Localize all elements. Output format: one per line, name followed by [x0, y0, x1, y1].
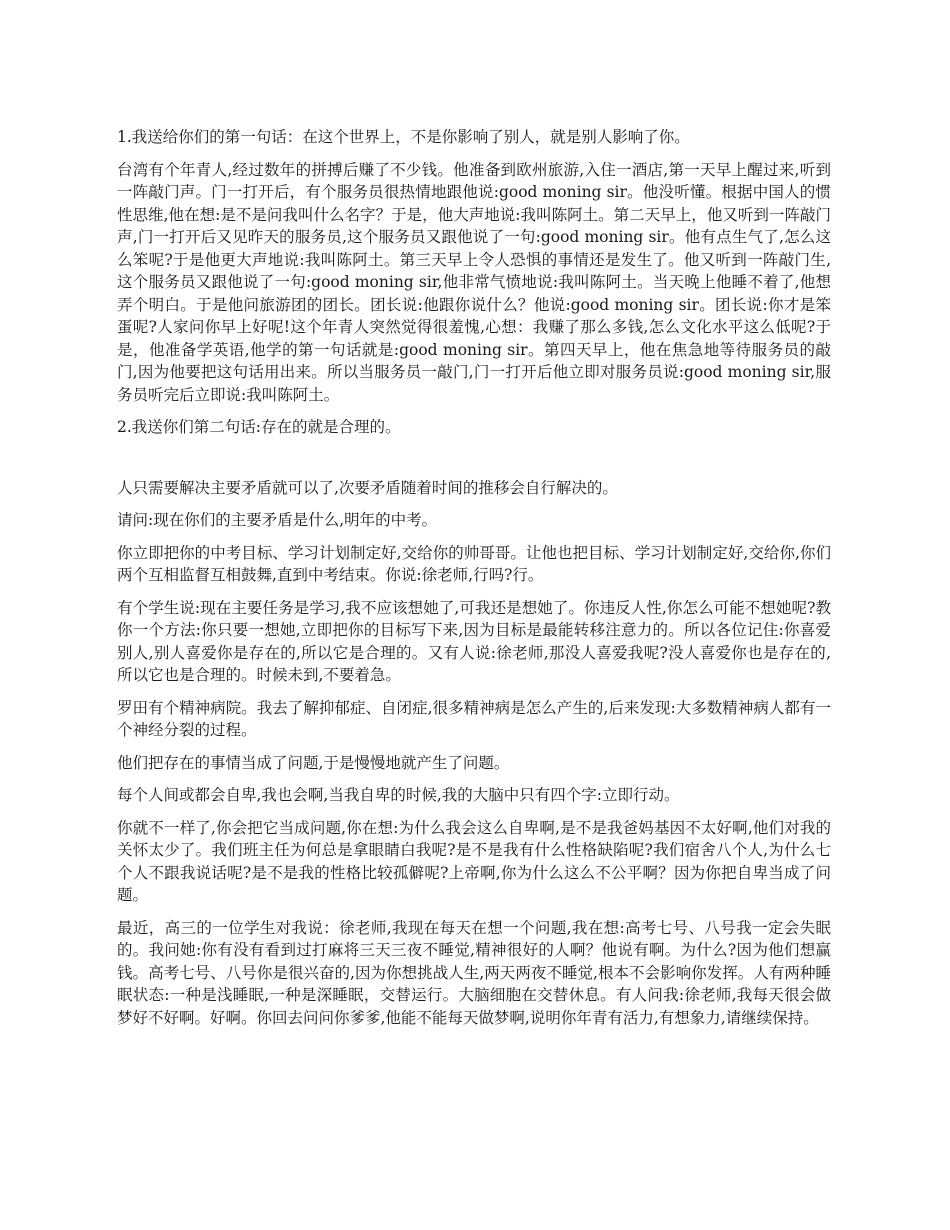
paragraph-plan: 你立即把你的中考目标、学习计划制定好,交给你的帅哥哥。让他也把目标、学习计划制定好,交给你,你们两个互相监督互相鼓舞,直到中考结束。你说:徐老师,行吗?行。 — [117, 543, 831, 584]
paragraph-question: 请问:现在你们的主要矛盾是什么,明年的中考。 — [117, 511, 438, 529]
section-gap — [117, 449, 831, 477]
paragraph-story: 台湾有个年青人,经过数年的拼搏后赚了不少钱。他准备到欧州旅游,入住一酒店,第一天早上醒过来,听到一阵敲门声。门一打开后，有个服务员很热情地跟他说:good moning sir。他没听懂。根据中国人的惯性思维,他在想:是不是问我叫什么名字？于是，他大声地说:我叫陈阿土。第二天早上，他又听到一阵敲门声,门一打开后又见昨天的服务员,这个服务员又跟他说了一句:good moning sir。他有点生气了,怎么这么笨呢?于是他更大声地说:我叫陈阿土。第三天早上令人恐惧的事情还是发生了。他又听到一阵敲门生,这个服务员又跟他说了一句:good moning sir,他非常气愤地说:我叫陈阿土。当天晚上他睡不着了,他想弄个明白。于是他问旅游团的团长。团长说:他跟你说什么？他说:good moning sir。团长说:你才是笨蛋呢?人家问你早上好呢!这个年青人突然觉得很羞愧,心想：我赚了那么多钱,怎么文化水平这么低呢?于是，他准备学英语,他学的第一句话就是:good moning sir。第四天早上，他在焦急地等待服务员的敲门,因为他要把这句话用出来。所以当服务员一敲门,门一打开后他立即对服务员说:good moning sir,服务员听完后立即说:我叫陈阿土。 — [117, 160, 831, 404]
paragraph-hospital: 罗田有个精神病院。我去了解抑郁症、自闭症,很多精神病是怎么产生的,后来发现:大多数精神病人都有一个神经分裂的过程。 — [117, 698, 831, 739]
paragraph-inferiority: 每个人间或都会自卑,我也会啊,当我自卑的时候,我的大脑中只有四个字:立即行动。 — [117, 786, 680, 804]
paragraph-main-contradiction: 人只需要解决主要矛盾就可以了,次要矛盾随着时间的推移会自行解决的。 — [117, 478, 618, 497]
paragraph-different: 你就不一样了,你会把它当成问题,你在想:为什么我会这么自卑啊,是不是我爸妈基因不太好啊,他们对我的关怀太少了。我们班主任为何总是拿眼睛白我呢?是不是我有什么性格缺陷呢?我们宿舍八个人,为什么七个人不跟我说话呢?是不是我的性格比较孤僻呢?上帝啊,你为什么这么不公平啊？因为你把自卑当成了问题。 — [117, 818, 831, 904]
paragraph-second-sentence: 2.我送你们第二句话:存在的就是合理的。 — [117, 418, 401, 436]
paragraph-first-sentence: 1.我送给你们的第一句话：在这个世界上，不是你影响了别人，就是别人影响了你。 — [117, 128, 690, 146]
paragraph-senior-student: 最近，高三的一位学生对我说：徐老师,我现在每天在想一个问题,我在想:高考七号、八号我一定会失眠的。我问她:你有没有看到过打麻将三天三夜不睡觉,精神很好的人啊？他说有啊。为什么?因为他们想赢钱。高考七号、八号你是很兴奋的,因为你想挑战人生,两天两夜不睡觉,根本不会影响你发挥。人有两种睡眠状态:一种是浅睡眠,一种是深睡眠，交替运行。大脑细胞在交替休息。有人问我:徐老师,我每天很会做梦好不好啊。好啊。你回去问问你爹爹,他能不能每天做梦啊,说明你年青有活力,有想象力,请继续保持。 — [117, 918, 831, 1027]
document-body — [117, 126, 831, 1039]
paragraph-problem: 他们把存在的事情当成了问题,于是慢慢地就产生了问题。 — [117, 753, 510, 772]
paragraph-student: 有个学生说:现在主要任务是学习,我不应该想她了,可我还是想她了。你违反人性,你怎么可能不想她呢?教你一个方法:你只要一想她,立即把你的目标写下来,因为目标是最能转移注意力的。所以各位记住:你喜爱别人,别人喜爱你是存在的,所以它是合理的。又有人说:徐老师,那没人喜爱我呢?没人喜爱你也是存在的,所以它也是合理的。时候未到,不要着急。 — [117, 598, 831, 684]
